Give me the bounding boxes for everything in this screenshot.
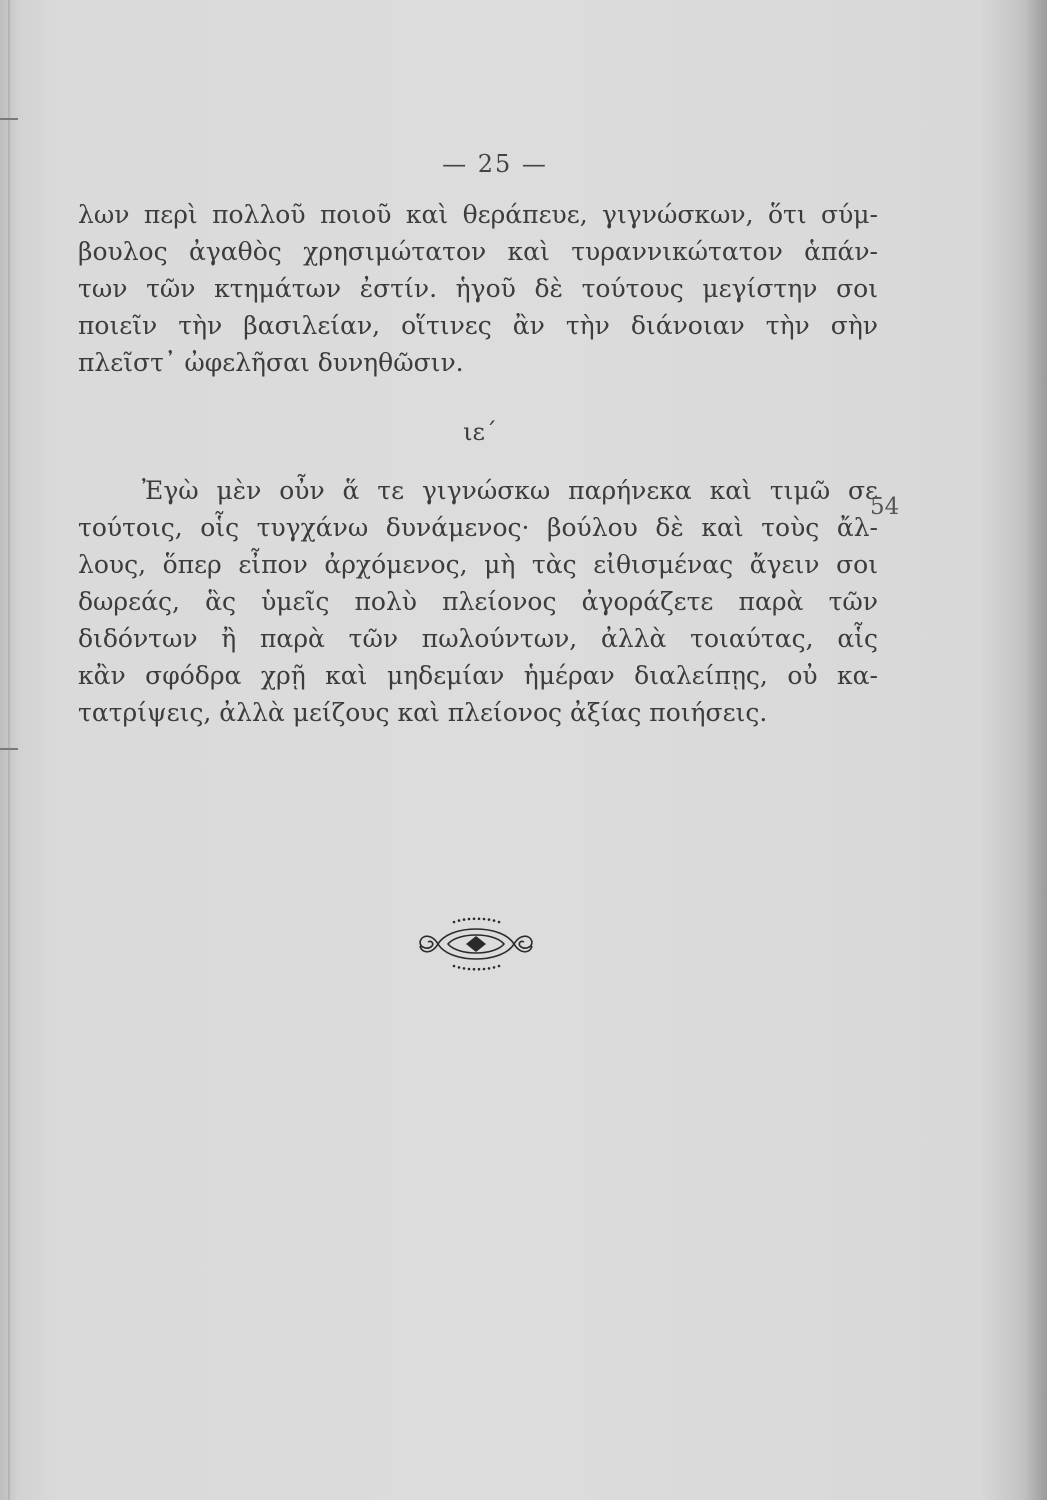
- fleuron-ornament-icon: [414, 912, 538, 976]
- paragraph-section-15: [78, 472, 878, 731]
- page-edge-shadow: [1025, 0, 1047, 1500]
- text-line: Ἐγὼ μὲν οὖν ἅ τε γιγνώσκω παρήνεκα καὶ τιμῶ σε: [142, 476, 878, 505]
- page-number: — 25 —: [442, 150, 548, 178]
- text-line: διδόντων ἢ παρὰ τῶν πωλούντων, ἀλλὰ τοιαύτας, αἷς: [78, 624, 878, 653]
- text-line: τούτοις, οἷς τυγχάνω δυνάμενος· βούλου δὲ καὶ τοὺς ἄλ-: [78, 513, 878, 542]
- paragraph-continued: [78, 196, 878, 381]
- text-line: βουλος ἀγαθὸς χρησιμώτατον καὶ τυραννικώτατον ἁπάν-: [78, 237, 878, 266]
- text-line: κἂν σφόδρα χρῇ καὶ μηδεμίαν ἡμέραν διαλείπῃς, οὐ κα-: [78, 661, 878, 690]
- section-heading: ιε΄: [463, 418, 497, 446]
- text-line: λους, ὅπερ εἶπον ἀρχόμενος, μὴ τὰς εἰθισμένας ἄγειν σοι: [78, 550, 878, 579]
- text-line: των τῶν κτημάτων ἐστίν. ἡγοῦ δὲ τούτους μεγίστην σοι: [78, 274, 878, 303]
- margin-line-number: 54: [870, 494, 900, 520]
- page-edge-mark: [0, 118, 18, 120]
- text-line: λων περὶ πολλοῦ ποιοῦ καὶ θεράπευε, γιγνώσκων, ὅτι σύμ-: [78, 200, 878, 229]
- binding-gutter: [8, 0, 10, 1500]
- text-line: τατρίψεις, ἀλλὰ μείζους καὶ πλείονος ἀξίας ποιήσεις.: [78, 698, 768, 727]
- text-line: πλεῖστ᾽ ὠφελῆσαι δυνηθῶσιν.: [78, 348, 464, 377]
- text-line: ποιεῖν τὴν βασιλείαν, οἵτινες ἂν τὴν διάνοιαν τὴν σὴν: [78, 311, 878, 340]
- page-edge-mark: [0, 748, 18, 750]
- text-line: δωρεάς, ἃς ὑμεῖς πολὺ πλείονος ἀγοράζετε παρὰ τῶν: [78, 587, 878, 616]
